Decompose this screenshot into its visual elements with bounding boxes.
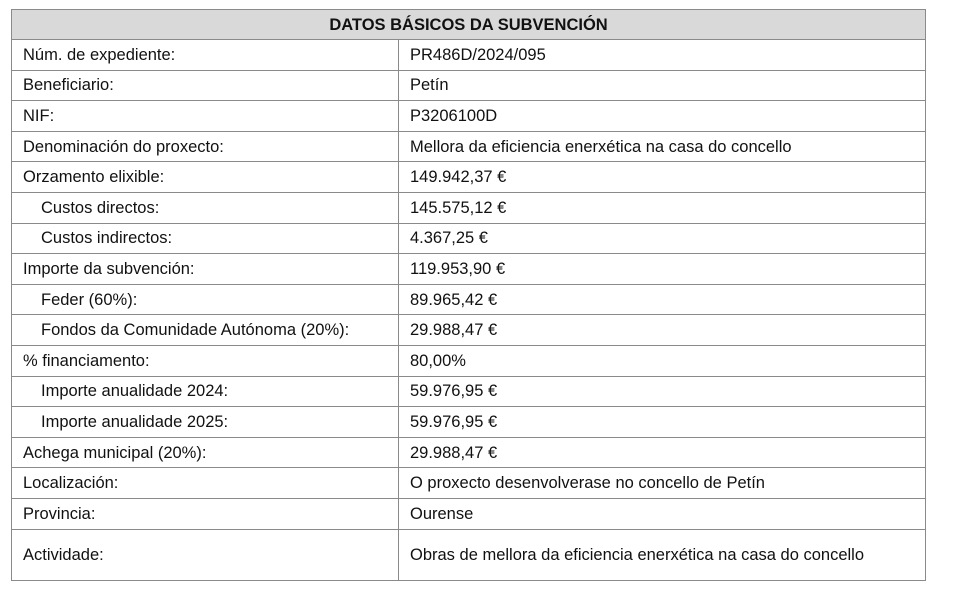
row-value-importe-subvencion: 119.953,90 € — [399, 254, 926, 285]
row-value-nif: P3206100D — [399, 101, 926, 132]
row-label-provincia: Provincia: — [12, 498, 399, 529]
row-value-feder: 89.965,42 € — [399, 284, 926, 315]
row-value-anualidade-2025: 59.976,95 € — [399, 407, 926, 438]
table-header: DATOS BÁSICOS DA SUBVENCIÓN — [12, 10, 926, 40]
row-value-fondos-ca: 29.988,47 € — [399, 315, 926, 346]
table-row — [12, 162, 926, 193]
table-row — [12, 40, 926, 71]
row-value-provincia: Ourense — [399, 498, 926, 529]
row-value-beneficiario: Petín — [399, 70, 926, 101]
table-row — [12, 192, 926, 223]
row-value-custos-indirectos: 4.367,25 € — [399, 223, 926, 254]
table-row — [12, 437, 926, 468]
row-label-custos-indirectos: Custos indirectos: — [12, 223, 399, 254]
row-label-localizacion: Localización: — [12, 468, 399, 499]
row-label-fondos-ca: Fondos da Comunidade Autónoma (20%): — [12, 315, 399, 346]
table-row — [12, 315, 926, 346]
row-label-financiamento: % financiamento: — [12, 345, 399, 376]
row-label-achega: Achega municipal (20%): — [12, 437, 399, 468]
row-label-anualidade-2024: Importe anualidade 2024: — [12, 376, 399, 407]
table-row — [12, 284, 926, 315]
row-label-feder: Feder (60%): — [12, 284, 399, 315]
row-value-expediente: PR486D/2024/095 — [399, 40, 926, 71]
row-label-beneficiario: Beneficiario: — [12, 70, 399, 101]
table-row — [12, 529, 926, 580]
table-row — [12, 223, 926, 254]
table-row — [12, 407, 926, 438]
row-value-achega: 29.988,47 € — [399, 437, 926, 468]
table-header-row — [12, 10, 926, 40]
table-row — [12, 70, 926, 101]
table-row — [12, 131, 926, 162]
table-row — [12, 254, 926, 285]
row-value-anualidade-2024: 59.976,95 € — [399, 376, 926, 407]
row-value-financiamento: 80,00% — [399, 345, 926, 376]
table-row — [12, 376, 926, 407]
row-value-orzamento: 149.942,37 € — [399, 162, 926, 193]
row-label-nif: NIF: — [12, 101, 399, 132]
table-row — [12, 345, 926, 376]
row-label-expediente: Núm. de expediente: — [12, 40, 399, 71]
row-value-denominacion: Mellora da eficiencia enerxética na casa do concello — [399, 131, 926, 162]
row-label-anualidade-2025: Importe anualidade 2025: — [12, 407, 399, 438]
table-row — [12, 498, 926, 529]
row-label-importe-subvencion: Importe da subvención: — [12, 254, 399, 285]
table-row — [12, 101, 926, 132]
row-label-custos-directos: Custos directos: — [12, 192, 399, 223]
table-row — [12, 468, 926, 499]
row-label-denominacion: Denominación do proxecto: — [12, 131, 399, 162]
row-label-orzamento: Orzamento elixible: — [12, 162, 399, 193]
row-value-custos-directos: 145.575,12 € — [399, 192, 926, 223]
row-label-actividade: Actividade: — [12, 529, 399, 580]
subsidy-data-table — [11, 9, 926, 581]
row-value-localizacion: O proxecto desenvolverase no concello de Petín — [399, 468, 926, 499]
row-value-actividade: Obras de mellora da eficiencia enerxética na casa do concello — [399, 529, 926, 580]
